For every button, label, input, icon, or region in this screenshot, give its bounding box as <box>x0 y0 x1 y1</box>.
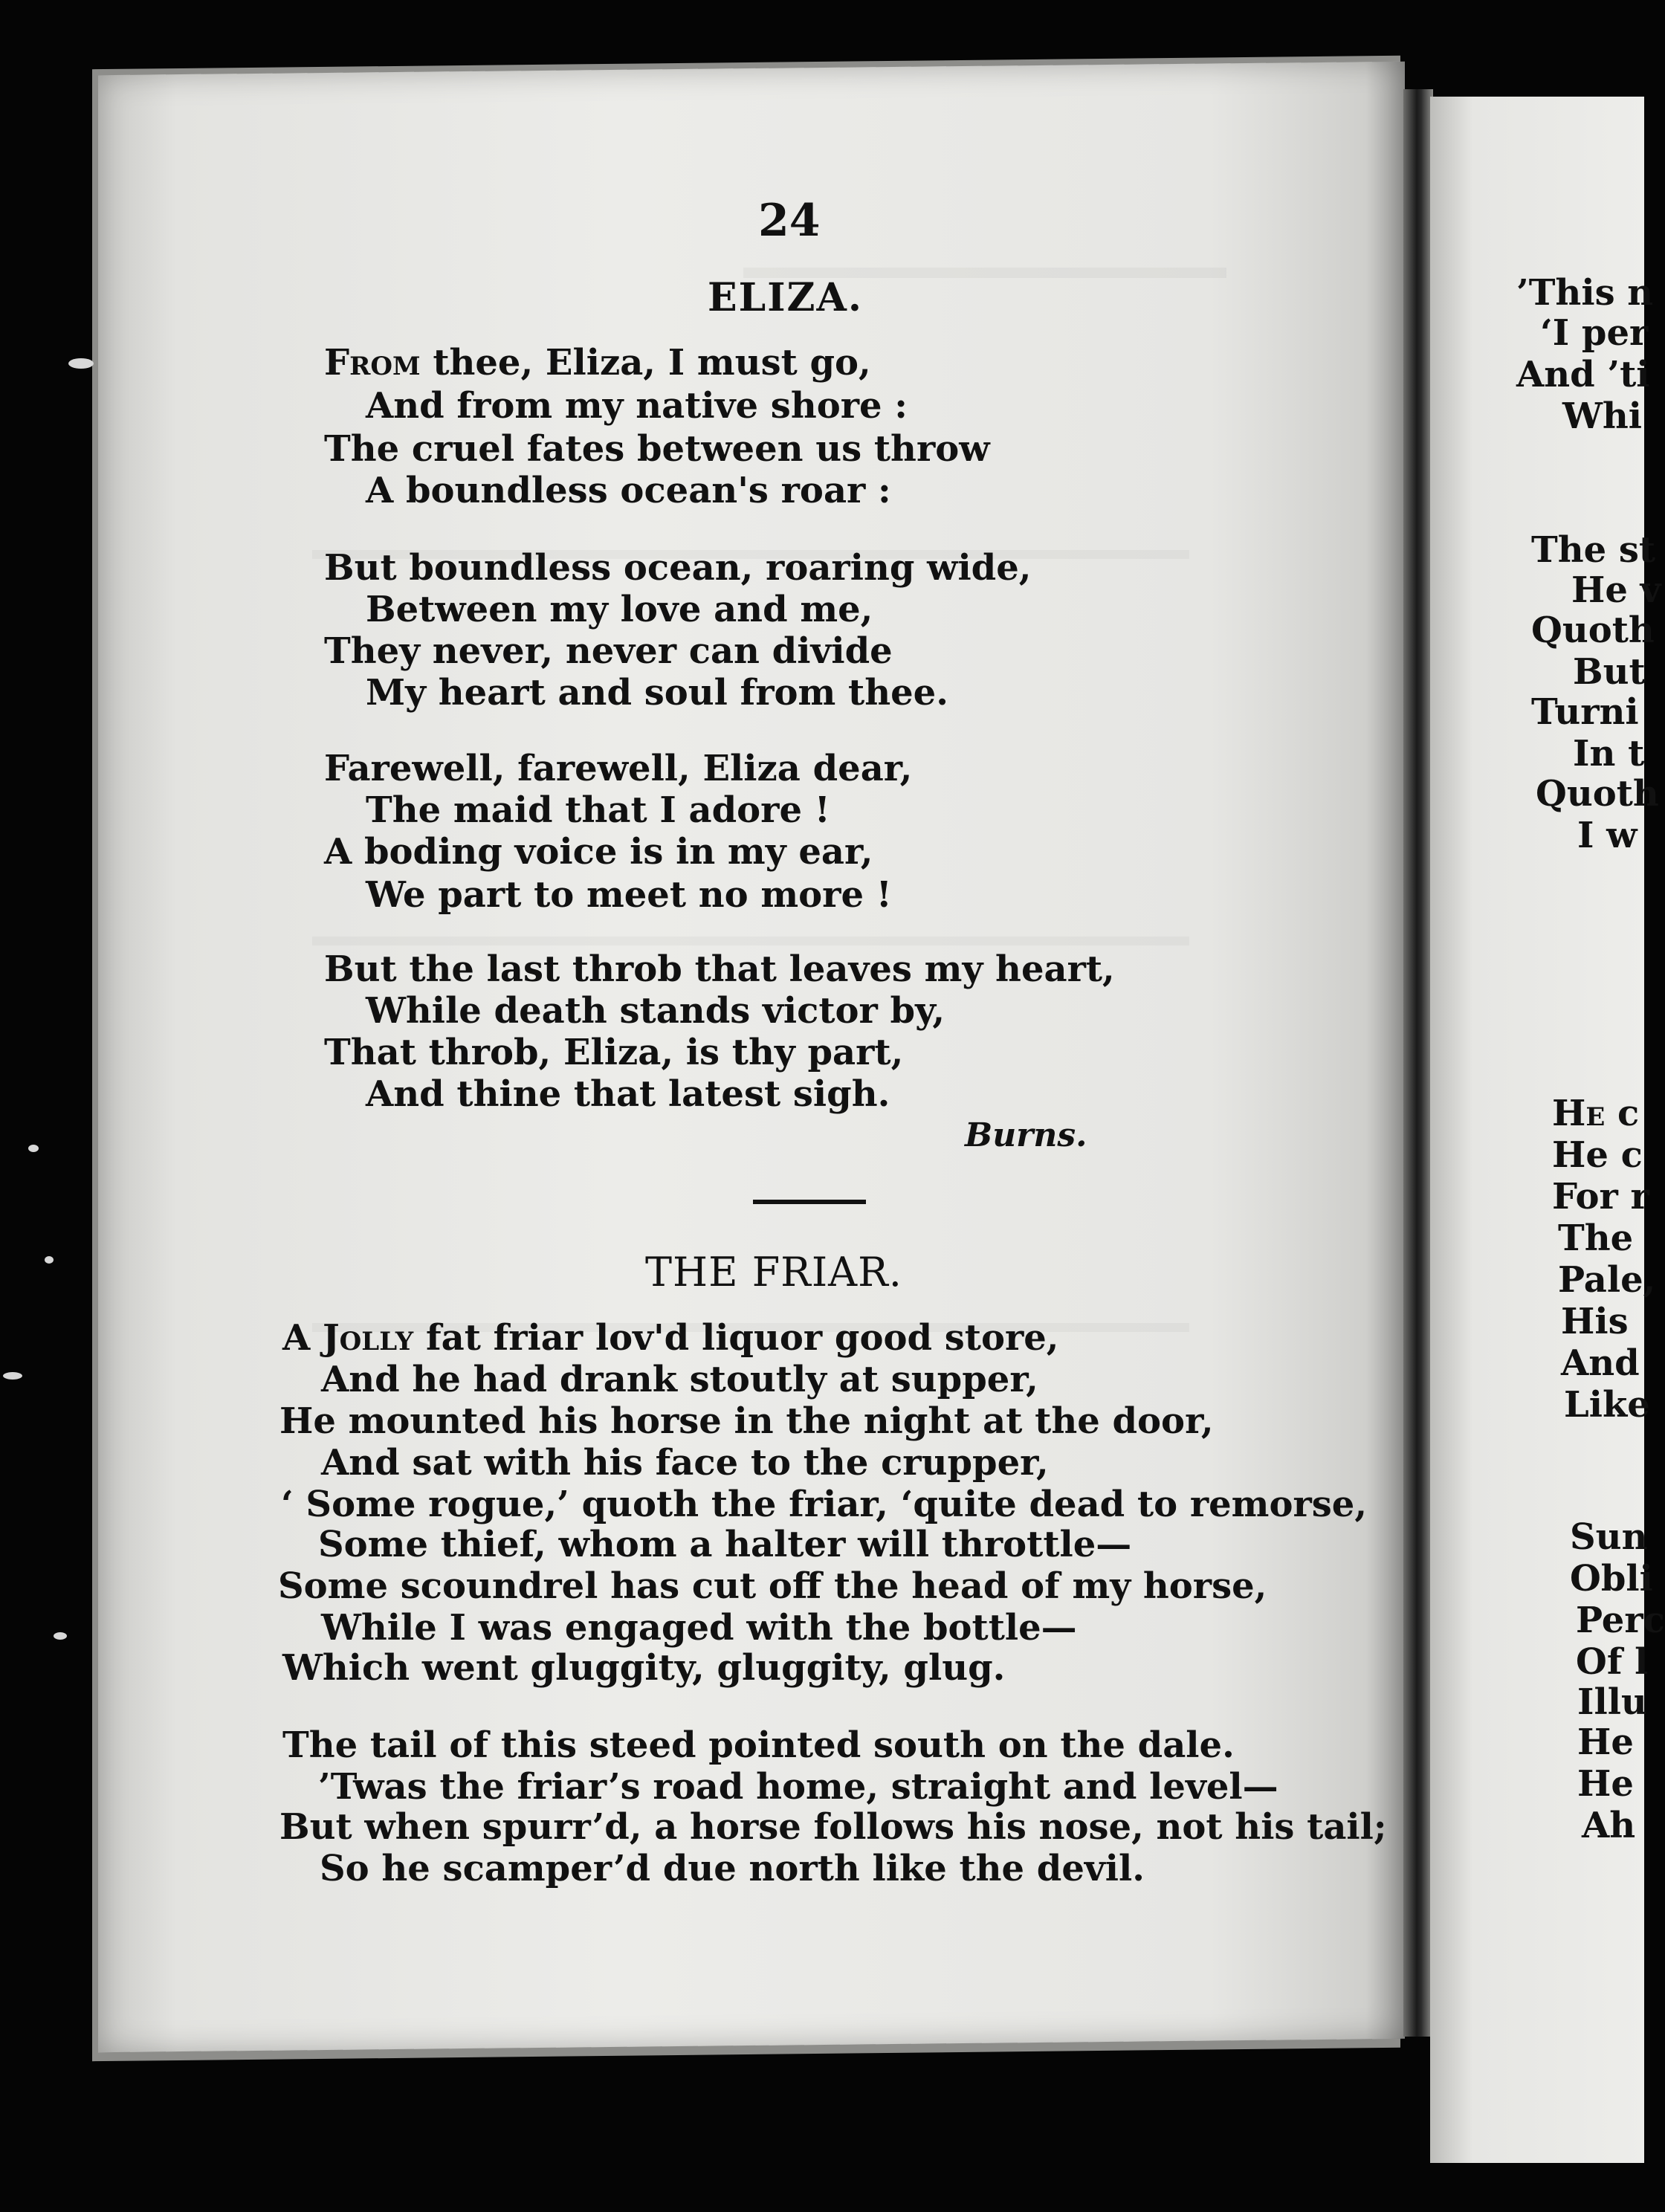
poem-line <box>324 342 871 384</box>
poem-title-eliza: ELIZA. <box>708 275 863 320</box>
opening-letter: A <box>282 1317 311 1359</box>
right-page-line: His <box>1561 1301 1629 1342</box>
line-text: c <box>1617 1093 1640 1134</box>
poem-line: And thine that latest sigh. <box>366 1073 890 1115</box>
poem-line: Between my love and me, <box>366 589 873 630</box>
right-page-line: Quoth <box>1536 773 1659 815</box>
right-page-line: Whi <box>1562 395 1643 437</box>
poem-line: And from my native shore : <box>366 385 908 427</box>
poem-title-friar: THE FRIAR. <box>645 1249 902 1296</box>
poem-line: They never, never can divide <box>324 630 893 672</box>
poem-line: But the last throb that leaves my heart, <box>324 948 1115 990</box>
bleed-through <box>312 937 1189 945</box>
line-text: thee, Eliza, I must go, <box>433 342 871 384</box>
right-page-line <box>1552 1093 1639 1134</box>
poem-line: But when spurr’d, a horse follows his nose, not his tail; <box>279 1806 1387 1848</box>
poem-line: While death stands victor by, <box>366 990 945 1032</box>
poem-line: Farewell, farewell, Eliza dear, <box>324 748 913 789</box>
right-page-line: Like <box>1564 1384 1650 1426</box>
right-page-line: Ah <box>1582 1805 1636 1846</box>
poem-line: ’Twas the friar’s road home, straight and level— <box>318 1766 1278 1808</box>
attribution: Burns. <box>965 1116 1087 1154</box>
opening-word: He <box>1552 1093 1606 1134</box>
poem-line: The maid that I adore ! <box>366 789 830 831</box>
right-page-line: And ’ti <box>1516 354 1650 395</box>
right-page-line: He v <box>1571 569 1661 611</box>
right-page-line: He <box>1577 1763 1634 1805</box>
opening-word: From <box>324 342 421 384</box>
line-text: fat friar lov'd liquor good store, <box>425 1317 1059 1359</box>
poem-line: My heart and soul from thee. <box>366 672 948 714</box>
poem-line: He mounted his horse in the night at the door, <box>279 1400 1214 1442</box>
poem-line: And sat with his face to the crupper, <box>321 1442 1049 1484</box>
poem-line: A boding voice is in my ear, <box>324 831 873 873</box>
right-page-line: Perc <box>1576 1600 1665 1641</box>
poem-line: Some scoundrel has cut off the head of my horse, <box>278 1565 1267 1607</box>
right-page-line: Of l <box>1576 1641 1649 1683</box>
right-page-line: Pale, <box>1558 1259 1656 1301</box>
right-page-line: The <box>1558 1217 1634 1259</box>
right-page-line: Obli <box>1570 1558 1653 1600</box>
poem-line: While I was engaged with the bottle— <box>321 1607 1077 1649</box>
page-number: 24 <box>758 195 821 247</box>
poem-line: But boundless ocean, roaring wide, <box>324 547 1032 589</box>
poem-line: We part to meet no more ! <box>366 874 892 916</box>
opening-word: Jolly <box>322 1317 414 1359</box>
right-page-line: In t <box>1573 733 1645 774</box>
poem-line: ‘ Some rogue,’ quoth the friar, ‘quite dead to remorse, <box>281 1484 1368 1525</box>
right-page-line: And <box>1561 1342 1640 1384</box>
right-page-line: Quoth <box>1531 609 1655 651</box>
right-page-line: Sun <box>1570 1516 1648 1558</box>
right-page-line: ’This n <box>1516 272 1654 314</box>
poem-line: That throb, Eliza, is thy part, <box>324 1032 904 1073</box>
right-page-line: Turni <box>1531 691 1639 733</box>
poem-line <box>282 1317 1059 1359</box>
poem-line: Which went gluggity, gluggity, glug. <box>282 1647 1006 1689</box>
poem-line: Some thief, whom a halter will throttle— <box>318 1524 1132 1565</box>
right-page-line: I w <box>1577 815 1637 856</box>
right-page-line: But <box>1573 651 1646 693</box>
poem-line: A boundless ocean's roar : <box>366 470 891 511</box>
poem-line: The tail of this steed pointed south on the dale. <box>282 1724 1235 1766</box>
right-page-line: Illu <box>1577 1681 1647 1723</box>
section-divider <box>753 1200 866 1204</box>
right-page-line: ‘I per <box>1540 312 1649 354</box>
right-page-line: For r <box>1552 1176 1649 1217</box>
right-page-line: He c <box>1552 1134 1643 1176</box>
right-page-line: The st <box>1531 529 1656 571</box>
right-page-line: He <box>1577 1721 1634 1763</box>
poem-line: So he scamper’d due north like the devil. <box>320 1848 1145 1889</box>
poem-line: And he had drank stoutly at supper, <box>321 1359 1038 1400</box>
poem-line: The cruel fates between us throw <box>324 428 990 470</box>
